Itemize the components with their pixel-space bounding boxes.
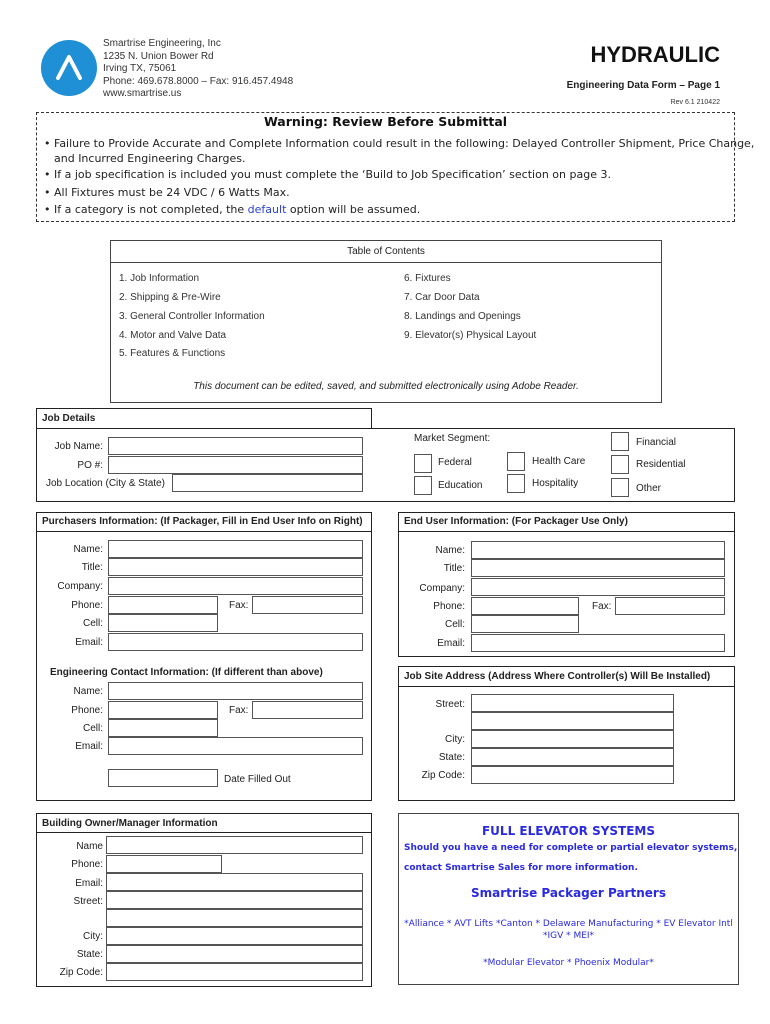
owner-city-label: City: <box>83 931 103 942</box>
owner-street-input-2[interactable] <box>106 909 363 927</box>
owner-zip-input[interactable] <box>106 963 363 981</box>
toc-item-9[interactable]: 9. Elevator(s) Physical Layout <box>404 330 537 341</box>
owner-email-label: Email: <box>75 878 103 889</box>
owner-street-input-1[interactable] <box>106 891 363 909</box>
promo-line-2: contact Smartrise Sales for more information. <box>404 863 638 873</box>
enduser-cell-input[interactable] <box>471 615 579 633</box>
purchaser-title-input[interactable] <box>108 558 363 576</box>
purchaser-cell-label: Cell: <box>82 618 103 629</box>
jobsite-city-input[interactable] <box>471 730 674 748</box>
company-info <box>103 38 293 101</box>
owner-zip-label: Zip Code: <box>59 967 103 978</box>
owner-email-input[interactable] <box>106 873 363 891</box>
purchaser-email-label: Email: <box>75 637 103 648</box>
default-link: default <box>247 203 287 216</box>
market-financial-label: Financial <box>636 437 677 448</box>
jobsite-street-input-2[interactable] <box>471 712 674 730</box>
owner-state-input[interactable] <box>106 945 363 963</box>
owner-name-input[interactable] <box>106 836 363 854</box>
po-number-label: PO #: <box>77 460 103 471</box>
company-phone-fax: Phone: 469.678.8000 – Fax: 916.457.4948 <box>103 75 294 87</box>
jobsite-city-label: City: <box>445 734 465 745</box>
engineering-fax-label: Fax: <box>229 705 249 716</box>
enduser-phone-label: Phone: <box>433 601 465 612</box>
jobsite-header: Job Site Address (Address Where Controller(s) Will Be Installed) <box>404 671 711 682</box>
promo-title: FULL ELEVATOR SYSTEMS <box>481 824 656 838</box>
engineering-cell-label: Cell: <box>82 723 103 734</box>
purchaser-cell-input[interactable] <box>108 614 218 632</box>
company-website: www.smartrise.us <box>103 88 182 99</box>
market-federal-label: Federal <box>438 457 472 468</box>
jobsite-state-input[interactable] <box>471 748 674 766</box>
engineering-phone-input[interactable] <box>108 701 218 719</box>
purchaser-phone-label: Phone: <box>71 600 103 611</box>
purchaser-name-input[interactable] <box>108 540 363 558</box>
owner-name-label: Name <box>76 841 103 852</box>
engineering-fax-input[interactable] <box>252 701 363 719</box>
enduser-name-label: Name: <box>435 545 465 556</box>
purchaser-title-label: Title: <box>81 562 103 573</box>
form-revision: Rev 6.1 210422 <box>670 99 720 106</box>
toc-note: This document can be edited, saved, and submitted electronically using Adobe Reader. <box>193 381 579 392</box>
market-residential-label: Residential <box>636 459 686 470</box>
engineering-cell-input[interactable] <box>108 719 218 737</box>
enduser-header: End User Information: (For Packager Use Only) <box>404 516 628 527</box>
warning-title: Warning: Review Before Submittal <box>263 114 508 129</box>
purchaser-email-input[interactable] <box>108 633 363 651</box>
logo-mark-icon <box>41 40 97 96</box>
toc-divider <box>110 262 662 263</box>
toc-item-4[interactable]: 4. Motor and Valve Data <box>119 330 227 341</box>
partners-line-3: *Modular Elevator * Phoenix Modular* <box>483 958 654 968</box>
jobsite-street-label: Street: <box>435 699 465 710</box>
form-title: HYDRAULIC <box>590 42 720 67</box>
market-hospitality-checkbox[interactable] <box>507 474 525 493</box>
owner-phone-input[interactable] <box>106 855 222 873</box>
enduser-email-label: Email: <box>437 638 465 649</box>
purchaser-fax-input[interactable] <box>252 596 363 614</box>
toc-item-5[interactable]: 5. Features & Functions <box>119 348 226 359</box>
partners-line-2: *IGV * MEI* <box>542 931 595 941</box>
form-subtitle: Engineering Data Form – Page 1 <box>566 80 720 91</box>
toc-item-7[interactable]: 7. Car Door Data <box>404 292 480 303</box>
job-location-label: Job Location (City & State) <box>46 478 165 489</box>
job-name-label: Job Name: <box>54 441 103 452</box>
job-details-header: Job Details <box>42 413 96 424</box>
enduser-title-label: Title: <box>443 563 465 574</box>
company-address-2: Irving TX, 75061 <box>103 63 177 74</box>
date-filled-out-label: Date Filled Out <box>224 774 291 785</box>
owner-phone-label: Phone: <box>71 859 103 870</box>
enduser-title-input[interactable] <box>471 559 725 577</box>
engineering-name-input[interactable] <box>108 682 363 700</box>
enduser-company-label: Company: <box>419 583 465 594</box>
jobsite-street-input-1[interactable] <box>471 694 674 712</box>
engineering-email-input[interactable] <box>108 737 363 755</box>
market-federal-checkbox[interactable] <box>414 454 432 473</box>
toc-title: Table of Contents <box>347 246 425 257</box>
engineering-email-label: Email: <box>75 741 103 752</box>
market-other-checkbox[interactable] <box>611 478 629 497</box>
purchaser-company-label: Company: <box>57 581 103 592</box>
po-number-input[interactable] <box>108 456 363 474</box>
market-education-checkbox[interactable] <box>414 476 432 495</box>
market-health-care-checkbox[interactable] <box>507 452 525 471</box>
market-hospitality-label: Hospitality <box>532 478 579 489</box>
purchaser-phone-input[interactable] <box>108 596 218 614</box>
partners-line-1: *Alliance * AVT Lifts *Canton * Delaware Manufacturing * EV Elevator Intl <box>404 919 733 929</box>
enduser-phone-input[interactable] <box>471 597 579 615</box>
company-address-1: 1235 N. Union Bower Rd <box>103 50 214 62</box>
engineering-phone-label: Phone: <box>71 705 103 716</box>
toc-item-8[interactable]: 8. Landings and Openings <box>404 311 521 322</box>
market-health-care-label: Health Care <box>532 456 586 467</box>
owner-street-label: Street: <box>73 896 103 907</box>
purchaser-name-label: Name: <box>73 544 103 555</box>
company-name: Smartrise Engineering, Inc <box>103 38 221 49</box>
toc-item-6[interactable]: 6. Fixtures <box>404 273 451 284</box>
market-segment-label: Market Segment: <box>414 433 491 444</box>
toc-item-2[interactable]: 2. Shipping & Pre-Wire <box>119 292 221 303</box>
promo-line-1: Should you have a need for complete or partial elevator systems, <box>404 843 738 853</box>
market-residential-checkbox[interactable] <box>611 455 629 474</box>
job-name-input[interactable] <box>108 437 363 455</box>
toc-item-1[interactable]: 1. Job Information <box>119 273 200 284</box>
enduser-name-input[interactable] <box>471 541 725 559</box>
purchaser-company-input[interactable] <box>108 577 363 595</box>
enduser-email-input[interactable] <box>471 634 725 652</box>
date-filled-out-input[interactable] <box>108 769 218 787</box>
company-logo <box>41 40 97 96</box>
jobsite-state-label: State: <box>438 752 465 763</box>
owner-state-label: State: <box>76 949 103 960</box>
owner-header: Building Owner/Manager Information <box>42 818 218 829</box>
market-financial-checkbox[interactable] <box>611 432 629 451</box>
enduser-fax-label: Fax: <box>592 601 612 612</box>
enduser-company-input[interactable] <box>471 578 725 596</box>
purchasers-header: Purchasers Information: (If Packager, Fill in End User Info on Right) <box>42 516 363 527</box>
jobsite-zip-input[interactable] <box>471 766 674 784</box>
enduser-fax-input[interactable] <box>615 597 725 615</box>
job-location-input[interactable] <box>172 474 363 492</box>
engineering-name-label: Name: <box>73 686 103 697</box>
enduser-cell-label: Cell: <box>444 619 465 630</box>
toc-item-3[interactable]: 3. General Controller Information <box>119 311 265 322</box>
partners-title: Smartrise Packager Partners <box>471 886 666 900</box>
purchaser-fax-label: Fax: <box>229 600 249 611</box>
jobsite-zip-label: Zip Code: <box>421 770 465 781</box>
market-other-label: Other <box>636 483 662 494</box>
market-education-label: Education <box>438 480 483 491</box>
owner-city-input[interactable] <box>106 927 363 945</box>
engineering-header: Engineering Contact Information: (If different than above) <box>50 667 323 678</box>
